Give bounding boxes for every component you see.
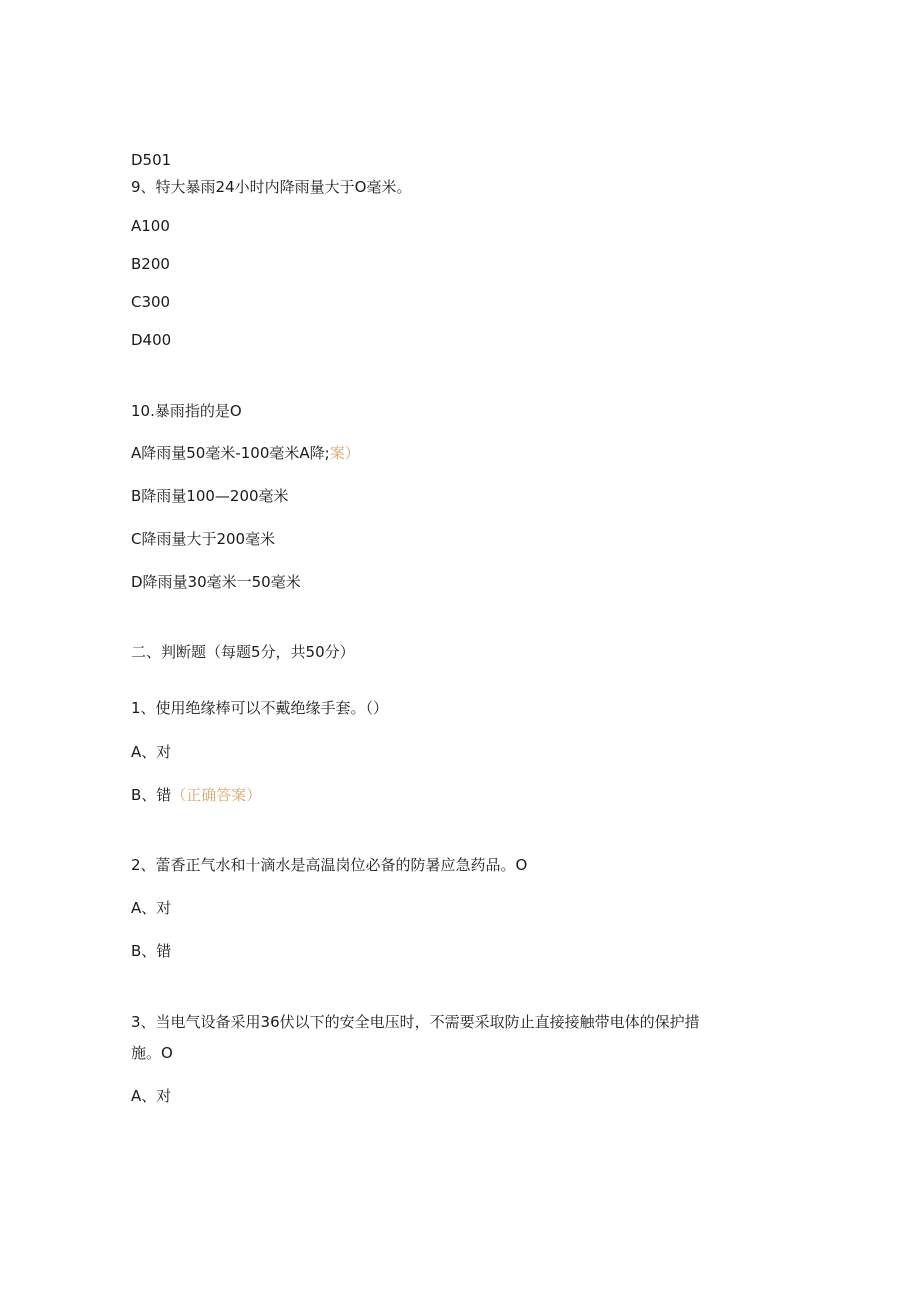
q10-option-c: C降雨量大于200毫米	[131, 530, 276, 548]
answer-mark: （正确答案）	[171, 786, 262, 804]
tf1-option-b: B、错（正确答案）	[131, 786, 262, 804]
tf-question-2: 2、蕾香正气水和十滴水是高温岗位必备的防暑应急药品。O	[131, 856, 528, 874]
tf2-option-a: A、对	[131, 899, 172, 917]
q10-option-b: B降雨量100—200毫米	[131, 487, 289, 505]
answer-mark: 案）	[329, 444, 360, 462]
tf2-option-b: B、错	[131, 942, 172, 960]
question-9: 9、特大暴雨24小时内降雨量大于O毫米。	[131, 178, 412, 196]
option-b-200: B200	[131, 255, 170, 273]
tf-question-3: 3、当电气设备采用36伏以下的安全电压时，不需要采取防止直接接触带电体的保护措	[131, 1013, 700, 1031]
option-d-400: D400	[131, 331, 172, 349]
option-d-501: D501	[131, 151, 172, 169]
option-a-100: A100	[131, 217, 170, 235]
option-c-300: C300	[131, 293, 171, 311]
section-heading-true-false: 二、判断题（每题5分，共50分）	[131, 643, 355, 661]
tf1-option-a: A、对	[131, 743, 172, 761]
q10-option-d: D降雨量30毫米一50毫米	[131, 573, 301, 591]
tf3-option-a: A、对	[131, 1087, 172, 1105]
tf-question-1: 1、使用绝缘棒可以不戴绝缘手套。（）	[131, 699, 389, 717]
q10-option-a: A降雨量50毫米-100毫米A降;案）	[131, 444, 360, 462]
tf-question-3-cont: 施。O	[131, 1044, 173, 1062]
question-10: 10.暴雨指的是O	[131, 402, 242, 420]
